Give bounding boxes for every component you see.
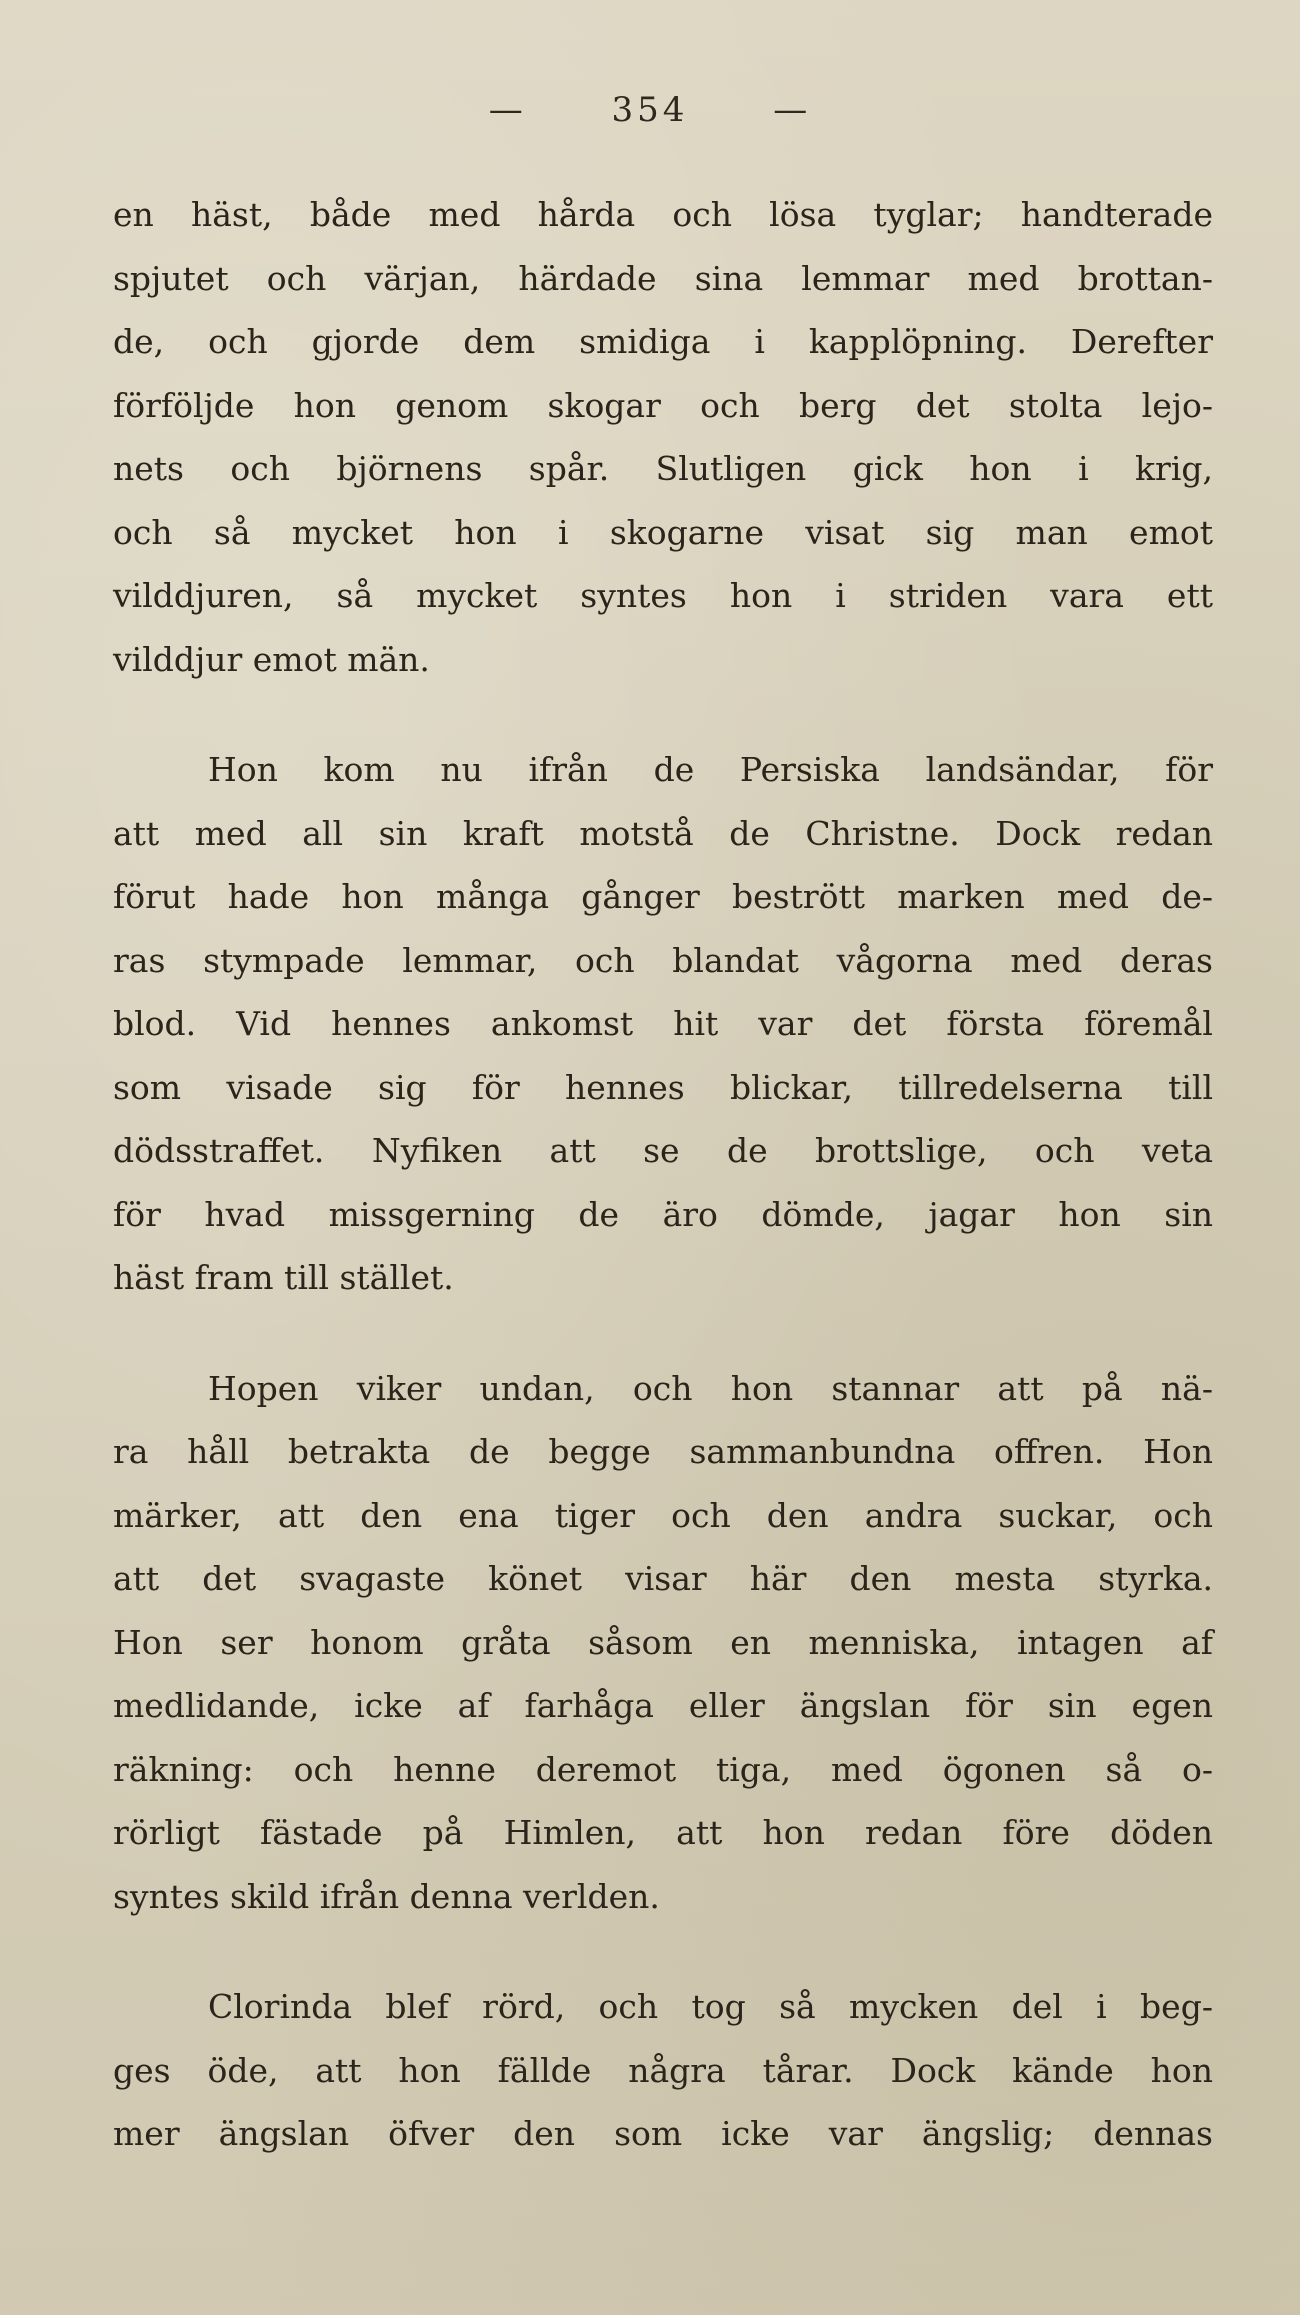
- text-line: att det svagaste könet visar här den mesta styrka.: [113, 1559, 1213, 1598]
- text-line: vilddjur emot män.: [113, 639, 430, 679]
- header-left-dash: —: [488, 90, 527, 130]
- text-line: rörligt fästade på Himlen, att hon redan före döden: [113, 1813, 1213, 1852]
- text-line: dödsstraffet. Nyfiken att se de brottslige, och veta: [113, 1131, 1213, 1170]
- text-line: förut hade hon många gånger bestrött marken med de-: [113, 877, 1213, 916]
- text-line: spjutet och värjan, härdade sina lemmar med brottan-: [113, 258, 1213, 298]
- text-line: nets och björnens spår. Slutligen gick hon i krig,: [113, 449, 1213, 488]
- text-line: ges öde, att hon fällde några tårar. Dock kände hon: [113, 2050, 1213, 2090]
- text-line: Hon kom nu ifrån de Persiska landsändar, för: [208, 750, 1213, 789]
- body-text: [113, 183, 1213, 2166]
- text-line: Hopen viker undan, och hon stannar att på nä-: [208, 1368, 1213, 1408]
- text-line: vilddjuren, så mycket syntes hon i striden vara ett: [113, 576, 1213, 615]
- text-line: de, och gjorde dem smidiga i kapplöpning. Derefter: [113, 322, 1213, 361]
- paragraph-3: [113, 1357, 1213, 1929]
- text-line: att med all sin kraft motstå de Christne. Dock redan: [113, 813, 1213, 853]
- text-line: som visade sig för hennes blickar, tillredelserna till: [113, 1067, 1213, 1107]
- paragraph-1: [113, 183, 1213, 691]
- text-line: ra håll betrakta de begge sammanbundna offren. Hon: [113, 1432, 1213, 1471]
- page-header: [0, 88, 1300, 130]
- text-line: räkning: och henne deremot tiga, med ögonen så o-: [113, 1749, 1213, 1789]
- text-line: förföljde hon genom skogar och berg det stolta lejo-: [113, 385, 1213, 425]
- paragraph-gap: [113, 1310, 1213, 1357]
- text-line: märker, att den ena tiger och den andra suckar, och: [113, 1495, 1213, 1535]
- header-right-dash: —: [773, 90, 812, 130]
- text-line: mer ängslan öfver den som icke var ängslig; dennas: [113, 2114, 1213, 2153]
- paragraph-4: [113, 1975, 1213, 2166]
- page-number: 354: [611, 90, 689, 130]
- text-line: blod. Vid hennes ankomst hit var det första föremål: [113, 1004, 1213, 1043]
- text-line: Hon ser honom gråta såsom en menniska, intagen af: [113, 1622, 1213, 1662]
- text-line: en häst, både med hårda och lösa tyglar; handterade: [113, 195, 1213, 234]
- text-line: och så mycket hon i skogarne visat sig man emot: [113, 512, 1213, 552]
- paragraph-gap: [113, 691, 1213, 738]
- text-line: häst fram till stället.: [113, 1258, 454, 1297]
- text-line: Clorinda blef rörd, och tog så mycken del i beg-: [208, 1987, 1213, 2026]
- text-line: för hvad missgerning de äro dömde, jagar hon sin: [113, 1194, 1213, 1234]
- text-line: syntes skild ifrån denna verlden.: [113, 1876, 660, 1916]
- text-line: ras stympade lemmar, och blandat vågorna med deras: [113, 940, 1213, 980]
- paragraph-2: [113, 738, 1213, 1310]
- text-line: medlidande, icke af farhåga eller ängslan för sin egen: [113, 1686, 1213, 1725]
- paragraph-gap: [113, 1928, 1213, 1975]
